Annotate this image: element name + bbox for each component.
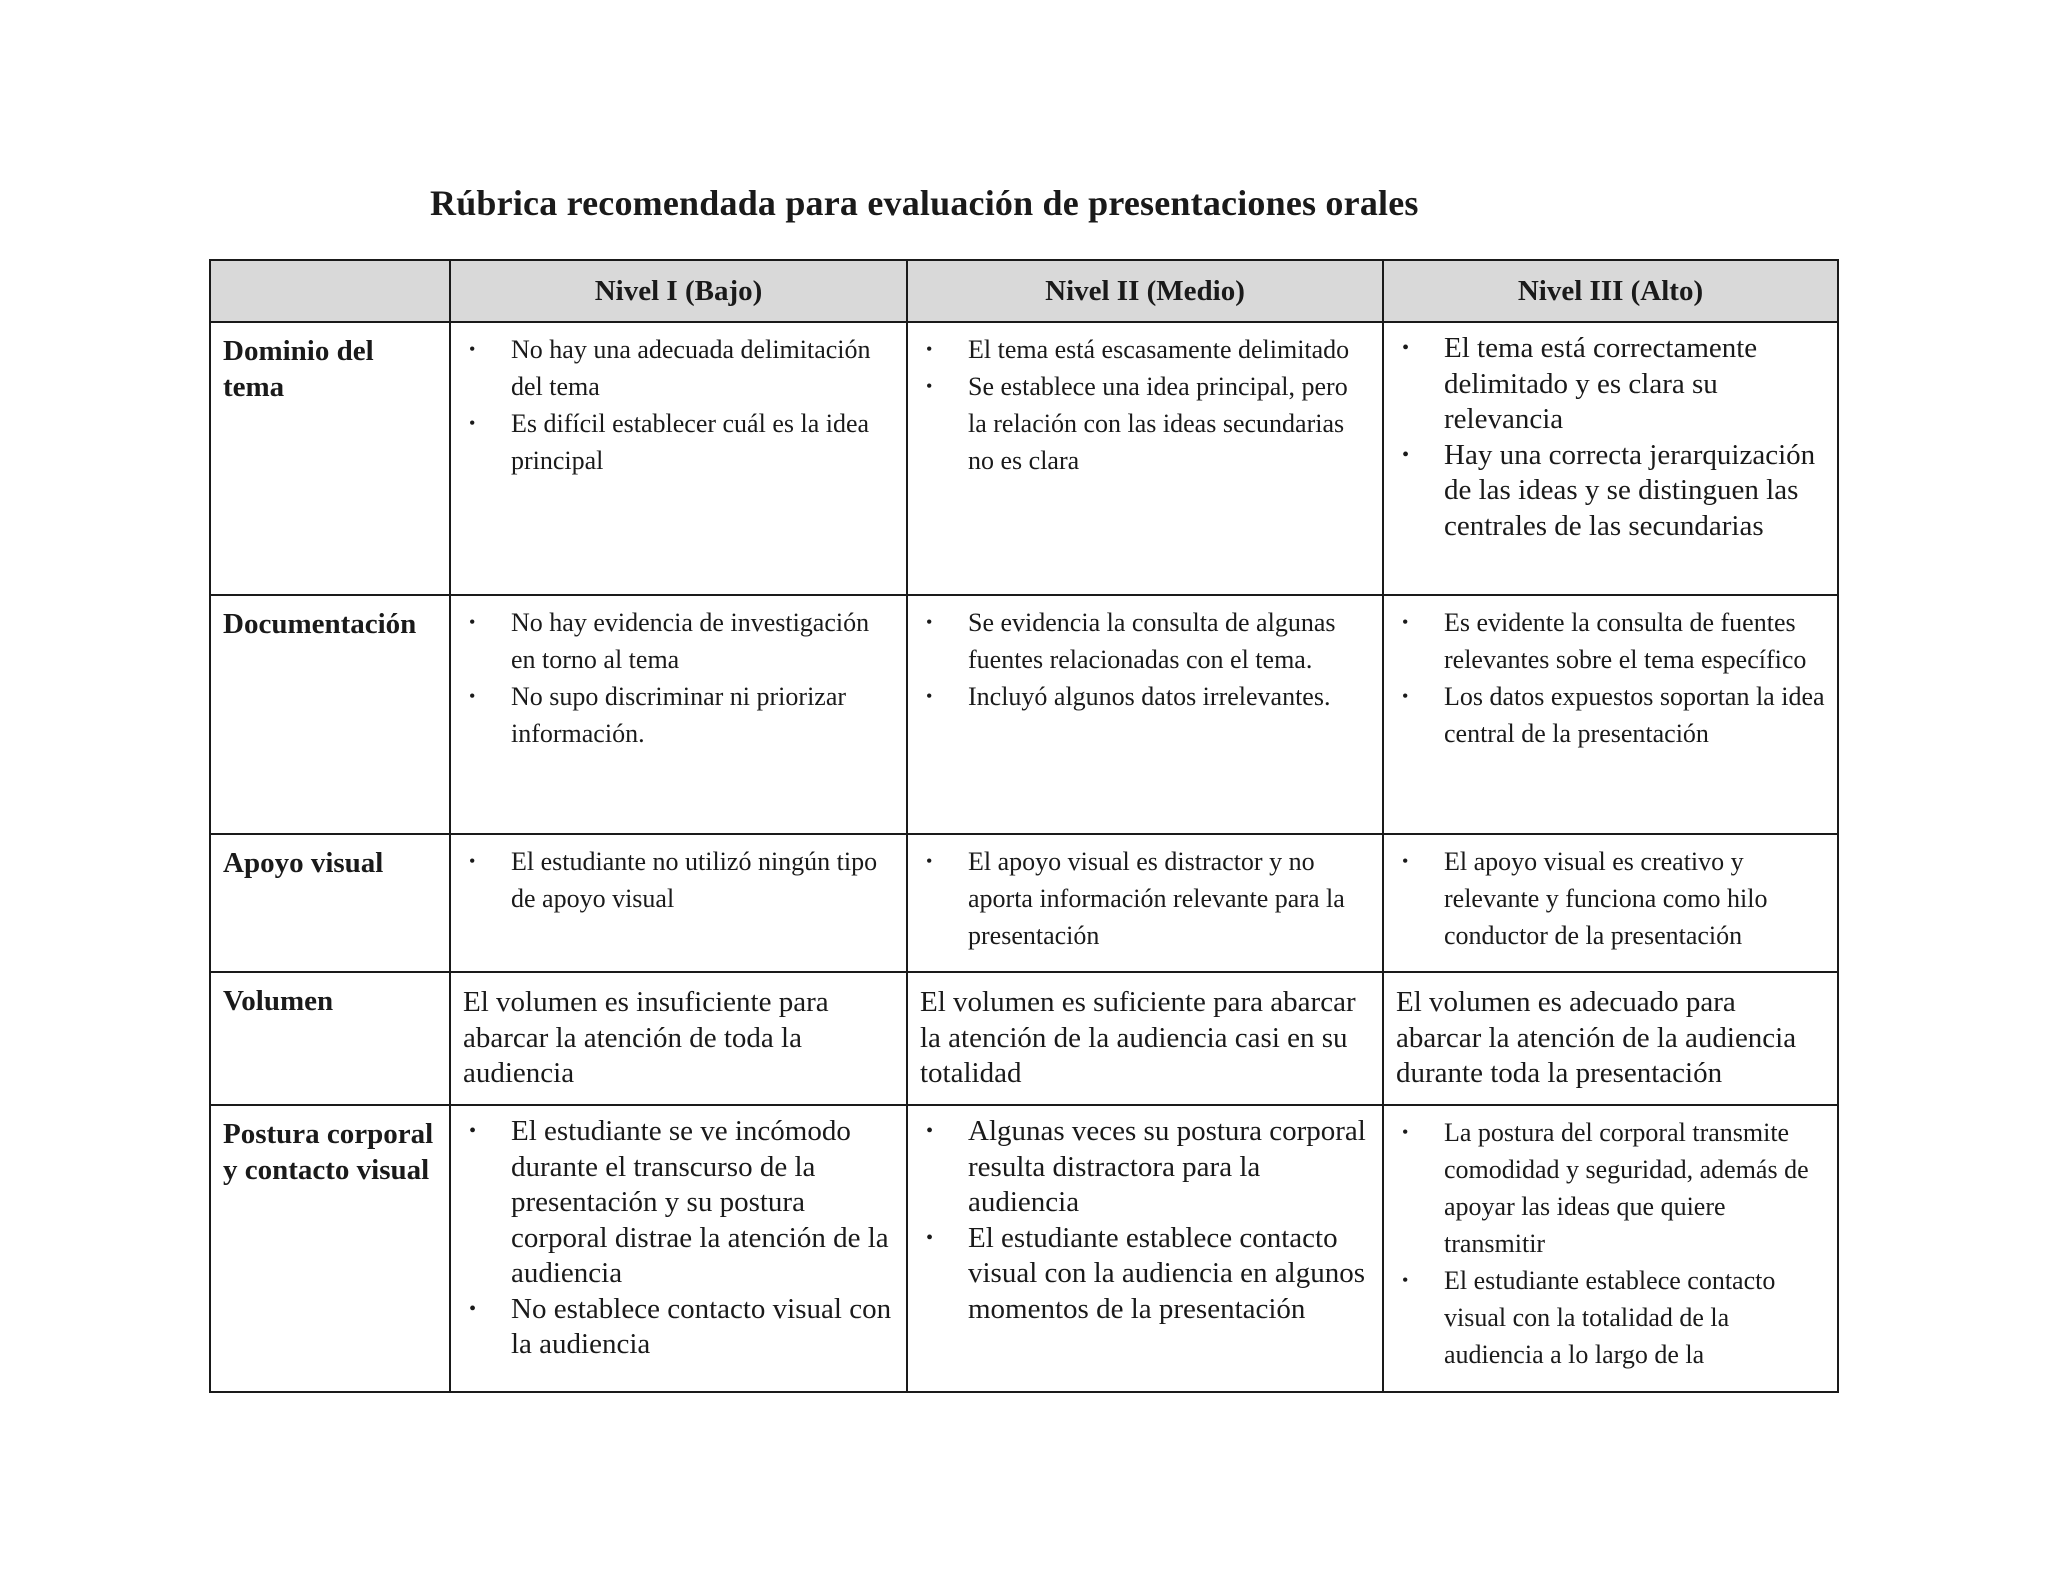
bullet-list [1396, 331, 1825, 544]
bullet-list [463, 331, 894, 479]
bullet-list [463, 1114, 894, 1363]
rubric-cell [907, 972, 1383, 1105]
rubric-cell [907, 1105, 1383, 1392]
header-corner-cell [210, 260, 450, 322]
bullet-item: • El apoyo visual es distractor y no aporta información relevante para la presentación [920, 843, 1370, 954]
header-level-3: Nivel III (Alto) [1383, 260, 1838, 322]
bullet-item: • La postura del corporal transmite comodidad y seguridad, además de apoyar las ideas que quiere transmitir [1396, 1114, 1825, 1262]
rubric-cell [1383, 595, 1838, 834]
table-row [210, 1105, 1838, 1392]
bullet-item: • No establece contacto visual con la audiencia [463, 1292, 894, 1363]
bullet-item: • El apoyo visual es creativo y relevante y funciona como hilo conductor de la presentación [1396, 843, 1825, 954]
page-title: Rúbrica recomendada para evaluación de presentaciones orales [430, 183, 1419, 223]
bullet-item: • No hay una adecuada delimitación del tema [463, 331, 894, 405]
rubric-cell [450, 1105, 907, 1392]
bullet-item: • Es difícil establecer cuál es la idea principal [463, 405, 894, 479]
rubric-cell [450, 595, 907, 834]
bullet-item: • El estudiante no utilizó ningún tipo de apoyo visual [463, 843, 894, 917]
table-row [210, 834, 1838, 972]
rubric-cell [450, 972, 907, 1105]
bullet-item: • No hay evidencia de investigación en torno al tema [463, 604, 894, 678]
criterion-label: Apoyo visual [210, 834, 450, 972]
bullet-item: • El tema está escasamente delimitado [920, 331, 1370, 368]
rubric-cell [1383, 322, 1838, 595]
bullet-list [1396, 604, 1825, 752]
bullet-list [920, 843, 1370, 954]
rubric-cell [1383, 834, 1838, 972]
bullet-list [920, 1114, 1370, 1327]
cell-text: El volumen es adecuado para abarcar la atención de la audiencia durante toda la presentación [1396, 986, 1797, 1089]
bullet-list [463, 843, 894, 917]
bullet-list [1396, 843, 1825, 954]
criterion-label: Dominio del tema [210, 322, 450, 595]
bullet-list [1396, 1114, 1825, 1373]
bullet-item: • Se establece una idea principal, pero la relación con las ideas secundarias no es clara [920, 368, 1370, 479]
bullet-item: • El estudiante establece contacto visual con la totalidad de la audiencia a lo largo de la [1396, 1262, 1825, 1373]
bullet-item: • Los datos expuestos soportan la idea central de la presentación [1396, 678, 1825, 752]
rubric-cell [450, 834, 907, 972]
criterion-label: Volumen [210, 972, 450, 1105]
bullet-item: • Es evidente la consulta de fuentes relevantes sobre el tema específico [1396, 604, 1825, 678]
bullet-item: • El estudiante establece contacto visual con la audiencia en algunos momentos de la presentación [920, 1221, 1370, 1328]
bullet-item: • El tema está correctamente delimitado y es clara su relevancia [1396, 331, 1825, 438]
criterion-label: Postura corporal y contacto visual [210, 1105, 450, 1392]
table-row [210, 322, 1838, 595]
cell-text: El volumen es insuficiente para abarcar la atención de toda la audiencia [463, 986, 829, 1089]
rubric-cell [1383, 972, 1838, 1105]
header-level-2: Nivel II (Medio) [907, 260, 1383, 322]
bullet-item: • Hay una correcta jerarquización de las ideas y se distinguen las centrales de las secundarias [1396, 438, 1825, 545]
table-row [210, 972, 1838, 1105]
bullet-item: • El estudiante se ve incómodo durante el transcurso de la presentación y su postura corporal distrae la atención de la audiencia [463, 1114, 894, 1292]
bullet-list [920, 331, 1370, 479]
criterion-label: Documentación [210, 595, 450, 834]
header-level-1: Nivel I (Bajo) [450, 260, 907, 322]
header-row [210, 260, 1838, 322]
rubric-cell [1383, 1105, 1838, 1392]
bullet-item: • Se evidencia la consulta de algunas fuentes relacionadas con el tema. [920, 604, 1370, 678]
rubric-cell [450, 322, 907, 595]
cell-text: El volumen es suficiente para abarcar la atención de la audiencia casi en su totalidad [920, 986, 1356, 1089]
rubric-cell [907, 595, 1383, 834]
bullet-item: • Incluyó algunos datos irrelevantes. [920, 678, 1370, 715]
table-row [210, 595, 1838, 834]
rubric-cell [907, 834, 1383, 972]
bullet-list [920, 604, 1370, 715]
bullet-list [463, 604, 894, 752]
rubric-table [209, 259, 1839, 1393]
bullet-item: • No supo discriminar ni priorizar información. [463, 678, 894, 752]
rubric-cell [907, 322, 1383, 595]
bullet-item: • Algunas veces su postura corporal resulta distractora para la audiencia [920, 1114, 1370, 1221]
